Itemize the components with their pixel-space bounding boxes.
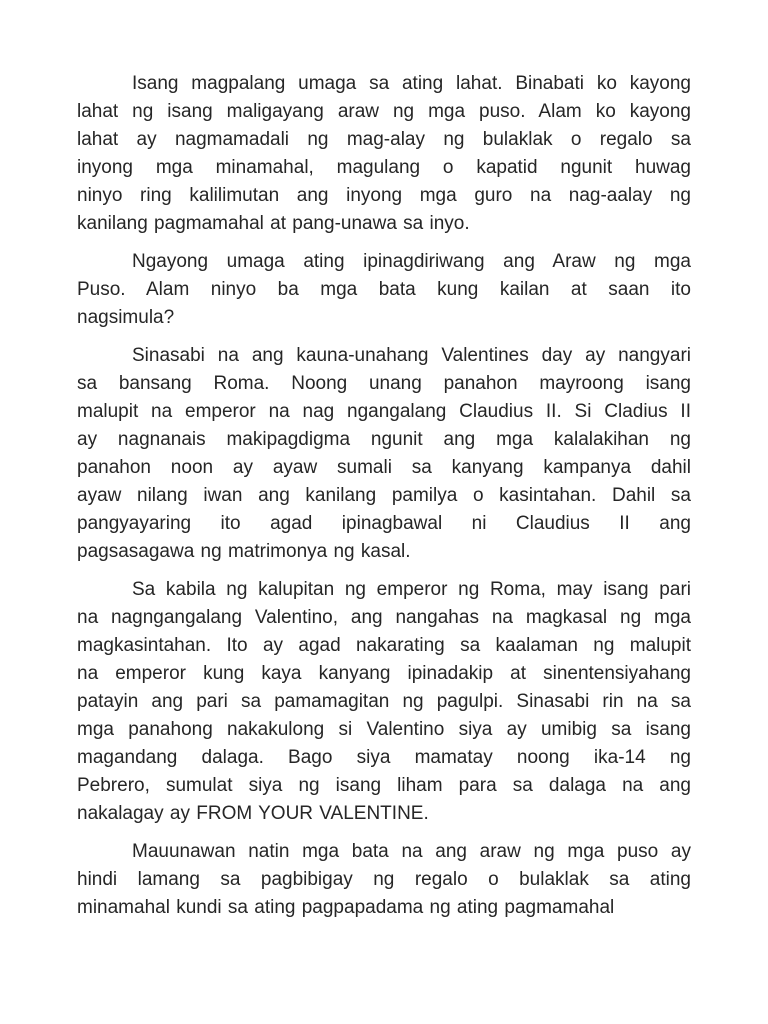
text-line: na emperor kung kaya kanyang ipinadakip at sinentensiyahang (77, 663, 691, 684)
text-line: Pebrero, sumulat siya ng isang liham para sa dalaga na ang (77, 775, 691, 796)
text-line: inyong mga minamahal, magulang o kapatid ngunit huwag (77, 157, 691, 178)
text-line: Sa kabila ng kalupitan ng emperor ng Roma, may isang pari (132, 579, 691, 600)
paragraph (77, 248, 691, 332)
text-line: Mauunawan natin mga bata na ang araw ng mga puso ay (132, 841, 691, 862)
text-line: magkasintahan. Ito ay agad nakarating sa kaalaman ng malupit (77, 635, 691, 656)
text-line: ay nagnanais makipagdigma ngunit ang mga kalalakihan ng (77, 429, 691, 450)
text-line: sa bansang Roma. Noong unang panahon mayroong isang (77, 373, 691, 394)
text-line: panahon noon ay ayaw sumali sa kanyang kampanya dahil (77, 457, 691, 478)
text-line: pangyayaring ito agad ipinagbawal ni Claudius II ang (77, 513, 691, 534)
text-line: ayaw nilang iwan ang kanilang pamilya o kasintahan. Dahil sa (77, 485, 691, 506)
paragraph (77, 70, 691, 238)
document-body (77, 70, 691, 922)
text-line: Ngayong umaga ating ipinagdiriwang ang Araw ng mga (132, 251, 691, 272)
paragraph (77, 838, 691, 922)
paragraph (77, 576, 691, 828)
text-line: pagsasagawa ng matrimonya ng kasal. (77, 541, 411, 562)
text-line: mga panahong nakakulong si Valentino siya ay umibig sa isang (77, 719, 691, 740)
text-line: ninyo ring kalilimutan ang inyong mga guro na nag-aalay ng (77, 185, 691, 206)
text-line: na nagngangalang Valentino, ang nangahas na magkasal ng mga (77, 607, 691, 628)
text-line: minamahal kundi sa ating pagpapadama ng ating pagmamahal (77, 897, 615, 918)
text-line: magandang dalaga. Bago siya mamatay noong ika-14 ng (77, 747, 691, 768)
text-line: nagsimula? (77, 307, 175, 328)
text-line: Sinasabi na ang kauna-unahang Valentines day ay nangyari (132, 345, 691, 366)
text-line: malupit na emperor na nag ngangalang Claudius II. Si Cladius II (77, 401, 691, 422)
text-line: hindi lamang sa pagbibigay ng regalo o bulaklak sa ating (77, 869, 691, 890)
text-line: kanilang pagmamahal at pang-unawa sa inyo. (77, 213, 470, 234)
text-line: lahat ng isang maligayang araw ng mga puso. Alam ko kayong (77, 101, 691, 122)
text-line: patayin ang pari sa pamamagitan ng pagulpi. Sinasabi rin na sa (77, 691, 691, 712)
text-line: lahat ay nagmamadali ng mag-alay ng bulaklak o regalo sa (77, 129, 691, 150)
paragraph (77, 342, 691, 566)
text-line: nakalagay ay FROM YOUR VALENTINE. (77, 803, 429, 824)
text-line: Isang magpalang umaga sa ating lahat. Binabati ko kayong (132, 73, 691, 94)
text-line: Puso. Alam ninyo ba mga bata kung kailan at saan ito (77, 279, 691, 300)
